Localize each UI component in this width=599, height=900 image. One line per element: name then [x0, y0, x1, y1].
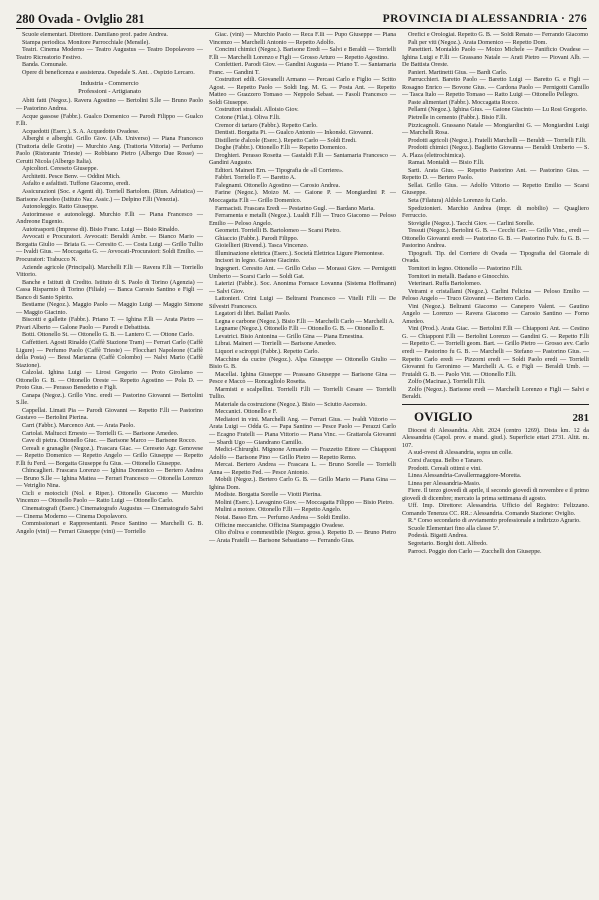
directory-entry: Ferramenta e metalli (Negoz.). Lualdi F.lli — Truco Giacomo — Peloso Emilio — Peloso Angelo. [209, 213, 396, 227]
directory-entry: Paste alimentari (Fabbr.). Moccagatta Rocco. [408, 99, 520, 106]
directory-entry: Prodotti agricoli (Negoz.). Fratelli Marchelli — Beraldi — Torrielli F.lli. [408, 137, 587, 144]
directory-entry: Prodotti chimici (Negoz.). Baglietto Giovanna — Beraldi Umberto — S. A. Plaza (elettrochimica). [402, 145, 589, 159]
directory-entry: Vini (Negoz.). Beltrami Giacomo — Canepero Valent. — Gautino Angelo — Lorenzo — Ravera Giacomo — Carosio Santino — Forno Amedeo. [402, 303, 589, 325]
directory-entry: Carri (Fabbr.). Marcenco Ant. — Arata Paolo. [22, 422, 135, 429]
directory-entry: Olio d'oliva e commestibile (Negoz. gross.). Repetto D. — Bruno Pietro — Arata Fratelli — Barisone Sebastiano — Ferrando Gius. [209, 530, 396, 544]
directory-entry: Liquori e sciroppi (Fabbr.). Repetto Carlo. [215, 348, 320, 355]
directory-entry: Commissionari e Rappresentanti. Pesce Santino — Marchelli G. B. Angelo (vini) — Ferrari Giuseppe (vini) — Torriello [16, 521, 203, 535]
directory-entry: Panettieri. Montaldo Paolo — Moizo Michele — Panificio Ovadese — Ighina Luigi e F.lli — Grassano Natale — Arati Pietro — Piovani Alb. — De Battista Oreste. [402, 47, 589, 69]
directory-entry: Legatori di libri. Ballati Paolo. [215, 311, 291, 318]
directory-entry: Giac. (vini) — Murchio Paolo — Reca F.lli — Pupo Giuseppe — Piana Vincenzo — Marchelli Antonio — Repetto Adolfo. [209, 32, 396, 46]
directory-entry: Confettieri. Parodi Giov. — Gandini Augusta — Priano T. — Santamaria Franc. — Gandini T. [209, 62, 396, 76]
text-columns [16, 32, 589, 896]
directory-entry: Lattonieri. Crini Luigi — Beltrami Francesco — Vitelli F.lli — De Silvestri Francesco. [209, 296, 396, 310]
directory-entry: Ghiaccio (Fabbr.). Parodi Filippo. [215, 235, 299, 242]
directory-entry: Tornitori in metalli. Badano e Ginocchio. [408, 273, 510, 280]
directory-entry: Droghieri. Perasso Rosetta — Gastaldi F.lli — Santamaria Francesco — Gandini Augusto. [209, 152, 396, 167]
directory-entry: Incisori in legno. Gaione Giacinto. [215, 258, 301, 265]
directory-entry: Costruttori edili. Giovanelli Armano — Percasi Carlo e Figlio — Scitto Agost. — Repetto Paolo — Soldi Ing. M. G. — Posta Ant. — Repetto Matteo — Guazzero Tomaso — Neppolo Sebast. — Fasoli Francesco — Soldi Giuseppe. [209, 77, 396, 106]
directory-entry: Modiste. Borgatta Sorelle — Viotti Pierina. [215, 492, 322, 499]
directory-entry: Cremor di tartaro (Fabbr.). Repetto Carlo. [215, 122, 318, 129]
column-2 [209, 32, 396, 896]
town-name: OVIGLIO [414, 408, 473, 424]
directory-entry: Materiale da costruzione (Negoz.). Bisio — Sciutto Ascensio. [215, 401, 367, 408]
directory-entry: Zolfo (Negoz.). Barisone eredi — Marchelli Lorenzo e Figli — Salvi e Beraldi. [402, 386, 589, 401]
directory-entry: Cicli e motocicli (Nol. e Riper.). Ottonello Giacomo — Murchio Vincenzo — Ottonello Paolo — Ratto Luigi — Ottonello Carlo. [16, 490, 203, 505]
directory-entry: Concimi chimici (Negoz.). Barisone Eredi — Salvi e Beraldi — Torrielli F.lli — Marchelli Lorenzo e Figli — Grosso Arturo — Repetto Agostino. [209, 47, 396, 61]
directory-entry: Cereali e granaglie (Negoz.). Frascara Giac. — Cereseto Agr. Genovese — Repetto Domenico — Repetto Angelo — Grillo Giuseppe — Repetto F.lli fu Ferd. — Borgatta Giuseppe fu Gius. — Ottonello Giuseppe. [16, 445, 203, 467]
directory-entry: Distillerie d'alcole (Eserc.). Repetto Carlo — Soldi Eredi. [215, 137, 357, 144]
directory-entry: Ramai. Montaldi — Bisio F.lli. [408, 160, 485, 167]
directory-entry: Tessuti (Negoz.). Bertolini G. B. — Cecchi Ger. — Grillo Vinc., eredi — Ottonello Giovanni eredi — Pastorino G. B. — Pastorino Fulv. fu G. B. — Pastorino Andrea. [402, 228, 589, 250]
directory-entry: Meccanici. Ottonello e F. [215, 409, 278, 416]
directory-entry: Levatrici. Bisio Antonina — Grillo Gina — Piana Ernestina. [215, 333, 364, 340]
directory-entry: Scuole Elementari fino alla classe 5ª. [408, 525, 500, 532]
directory-entry: Caffettieri. Agosti Rinaldo (Caffè Stazione Tram) — Ferrari Carlo (Caffè Ligure) — Perfumo Paolo (Caffè Trieste) — Flocchari Napoleone (Caffè della Posta) — Bessi Marianna (Caffè Colombo) — Nalvi Mario (Caffè Stazione). [16, 339, 203, 369]
directory-entry: Legna e carbone (Negoz.). Bisio F.lli — Marchelli Carlo — Marchelli A. [215, 318, 395, 325]
directory-entry: Sellai. Grillo Gius. — Adolfo Vittorio — Repetto Emilio — Scarsi Giuseppe. [402, 182, 589, 197]
page-header [16, 10, 587, 29]
directory-entry: Veterinari. Ruffa Bartolomeo. [408, 281, 482, 288]
directory-entry: Apicoltori. Cereseto Giuseppe. [22, 166, 99, 173]
directory-entry: Fabbri. Torriello F. — Baretto A. [215, 175, 296, 182]
directory-entry: Architetti. Pesce Benv. — Oddini Mich. [22, 173, 121, 180]
directory-entry: Stampa periodica. Monitore Parrocchiale (Mensile). [22, 39, 150, 46]
directory-entry: Officine meccaniche. Officina Stampaggio Ovadese. [215, 522, 345, 529]
directory-entry: Doghe (Fabbr.). Ottonello F.lli — Repetto Domenico. [215, 145, 347, 152]
directory-entry: Mulini a motore. Ottonello F.lli — Repetto Angelo. [215, 507, 342, 514]
directory-entry: Autotrasporti (Imprese di). Bisio Franc. Luigi — Bisio Rinaldo. [22, 226, 180, 233]
directory-entry: Molini (Eserc.). Lavagnino Giov. — Moccagatta Filippo — Bisio Pietro. [215, 499, 394, 506]
directory-entry: Geometri. Torrielli B. Bartolomeo — Scarsi Pietro. [215, 228, 341, 235]
directory-entry: Vini (Prod.). Arata Giac. — Bertolini F.lli — Chiapponi Ant. — Cestino G. — Chiapponi F.lli — Bertolini Lorenzo — Gandini G. — Repetto F.lli — Repetto C. — Torrielli geom. Bart. — Grillo Pietro — Grosso avv. Carlo eredi — Pastorino fu G. B. — Marchelli — Stefano — Pastorino Gius. — Repetto Carlo eredi — Pizzorni eredi — Soldi Paolo eredi — Torrielli Giovanni fu Geronimo — Marchelli A. G. e Figli — Beraldi Umb. — Frutaldi G. B. — Paolo Vitt. — Ottonello F.lli. [402, 326, 589, 378]
directory-entry: Aziende agricole (Principali). Marchelli F.lli — Ravera F.lli — Torriello Vittorio. [16, 264, 203, 279]
directory-entry: Zolfo (Macinaz.). Torrielli F.lli. [408, 379, 486, 386]
directory-entry: Laterizi (Fabbr.). Soc. Anonima Fornace Lovanna (Sistema Hoffmann) — Salvi Giov. [209, 281, 396, 295]
directory-entry: Legname (Negoz.). Ottonello F.lli — Ottonello G. B. — Ottonello E. [215, 326, 385, 333]
directory-entry: Pellami (Negoz.). Ighina Gius. — Gaione Giacinto — Lu Rosi Gregorio. [408, 107, 588, 114]
directory-entry: Librai. Maineri — Torrielli — Barisone Amedeo. [215, 341, 337, 348]
directory-entry: Alberghi e alberghi. Grillo Giov. (Alb. Universo) — Piana Francesco (Trattoria delle Grotte) — Murchio Ang. (Trattoria Vittoria) — Perfumo Paolo (Ristorante Trieste) — Robbiano Pietro (Albergo Due Rosse) — Cerutti Nicola (Albergo Italia). [16, 136, 203, 165]
directory-entry: Calzolai. Ighina Luigi — Lirosi Gregorio — Proto Girolamo — Ottonello G. B. — Ottonello Oreste — Repetto Agostino — Pola D. — Proto Gius. — Perasso Benedetto e Figli. [16, 370, 203, 392]
directory-entry: Orefici e Orologiai. Repetto G. B. — Soldi Renato — Ferrando Giacomo [408, 32, 589, 38]
directory-entry: Cave di pietra. Ottonello Giuc. — Barisone Marco — Barisone Rocco. [22, 438, 197, 445]
town-heading [402, 404, 589, 426]
directory-entry: Mobili (Negoz.). Bertero Carlo G. B. — Grillo Mario — Piana Gina — Ighina Dom. [209, 477, 396, 491]
directory-entry: Diocesi di Alessandria. Abit. 2024 (centro 1269). Dista km. 12 da Alessandria (Capol. prov. e mand. giud.). Superficie ettari 2731. Altit. m. 107. [402, 427, 589, 449]
directory-entry: Macchine da cucire (Negoz.). Alpa Giuseppe — Ottonello Giulio — Bisio G. B. [209, 356, 396, 371]
directory-entry: R.° Corso secondario di avviamento professionale a indirizzo Agrario. [408, 518, 581, 525]
directory-entry: Chincaglieri. Frascara Lorenzo — Ighina Domenico — Bertero Andrea — Bruno S.lle — Ighina Mattea — Ferrari Francesco — Ottonella Lorenzo — Vetriglio Nina. [16, 468, 203, 490]
directory-entry: Seta (Filatura) Aldolo Lorenzo fu Carlo. [408, 198, 507, 205]
town-number: 281 [572, 411, 589, 424]
directory-entry: Vetrami e cristallami (Negoz.). Carlini Felicina — Peloso Emilio — Peloso Angelo — Truco Giovanni — Bertero Carlo. [402, 288, 589, 303]
directory-entry: Spedizionieri. Marchio Andrea (impr. di mobilio) — Quagliero Ferruccio. [402, 205, 589, 220]
directory-entry: Cinematografi (Eserc.) Cinematografo Augustus — Cinematografo Salvi — Cinema Moderno — Cinema Dopolavoro. [16, 506, 203, 520]
directory-entry: Mediatori in vini. Marchelli Ang. — Ferrari Gius. — Ivaldi Vittorio — Arata Luigi — Odda G. — Papa Santino — Pesce Paolo — Perazzi Carlo — Ecagno Fratelli — Piana Vittorio — Piana Vinc. — Grattarola Giovanni — Sbardi Ugo — Giandrano Camillo. [209, 416, 396, 446]
directory-entry: Pizzicagnoli. Grassano Natale — Mongiardini G. — Mongiardini Luigi — Marchelli Rosa. [402, 122, 589, 137]
directory-entry: Acque gassose (Fabbr.). Gualco Domenico — Parodi Filippo — Gualco F.lli. [16, 113, 203, 128]
directory-entry: Fiere. Il terzo giovedì di aprile, il secondo giovedì di novembre e il primo giovedì di dicembre; mercato la prima settimana di agosto. [402, 488, 589, 502]
directory-entry: Notai. Basso Ern. — Perfumo Andrea — Soldi Emilio. [215, 515, 350, 521]
directory-entry: Medici-Chirurghi. Mignone Armando — Frazzetto Ettore — Chiapponi Adolfo — Barisone Pino — Grillo Pietro — Repetto Remo. [209, 447, 396, 461]
directory-entry: Ingegneri. Ceresito Ant. — Grillo Celso — Morassi Giov. — Pernigotti Umberto — Scarsi Carlo — Soldi Gat. [209, 265, 396, 280]
directory-entry: Prodotti. Cereali ottimi e vini. [408, 465, 482, 472]
directory-entry: Canapa (Negoz.). Grillo Vinc. eredi — Pastorino Giovanni — Bertolini S.lle. [16, 392, 203, 407]
directory-entry: Falegnami. Ottonello Agostino — Carosio Andrea. [215, 182, 341, 189]
directory-entry: Stovigile (Negoz.). Tacchi Giov. — Carlini Sorelle. [408, 220, 535, 227]
directory-entry: Corsi d'acqua. Belbo e Tanaro. [408, 457, 484, 464]
section-title: Industria - Commercio Professioni - Artigianato [78, 80, 141, 95]
directory-entry: Asfalto e asfaltisti. Tuffone Giacomo, eredi. [22, 181, 131, 188]
directory-entry: Illuminazione elettrica (Eserc.). Società Elettrica Ligure Piemontese. [215, 250, 384, 257]
directory-entry: Biscotti e gallette (Fabbr.). Priano T. — Ighina F.lli — Arata Pietro — Pivari Alberto — Galone Paolo — Parodi e Debattista. [16, 317, 203, 331]
directory-entry: Farine (Negoz.). Moizo M. — Gaione P. — Mongiardini P. — Moccagatta F.lli — Grillo Domenico. [209, 190, 396, 205]
directory-entry: Abiti fatti (Negoz.). Ravera Agostino — Bertolini S.lle — Bruno Paolo — Pastorino Andrea. [16, 98, 203, 113]
directory-entry: Pietrelle in cemento (Fabbr.). Bisio F.lli. [408, 115, 507, 122]
directory-entry: Autonoleggio. Ratto Giuseppe. [22, 204, 99, 211]
directory-entry: Cartolai. Maltucci Ernesto — Torrielli G. — Barisone Amedeo. [22, 430, 179, 437]
directory-entry: Farmacisti. Frascara Eredi — Pestarino Gugl. — Bardano Maria. [215, 205, 375, 212]
directory-entry: Linea Alessandria-Cavallermaggiore-Moretta. [408, 473, 522, 480]
directory-entry: Pali per viti (Negoz.). Arata Domenico — Repetto Dom. [408, 39, 547, 46]
directory-entry: Parroci. Poggio don Carlo — Zucchelli don Giuseppe. [408, 548, 542, 555]
column-1 [16, 32, 203, 896]
directory-entry: Botti. Ottonello St. — Ottonello G. B. — Lantero C. — Ottone Carlo. [22, 332, 194, 339]
directory-entry: Linea per Alessandria-Masio. [408, 480, 481, 487]
directory-entry: Costruttori stradali. Alloisio Giov. [215, 107, 299, 114]
directory-entry: Gioiellieri (Rivend.). Tasca Vincenzo. [215, 243, 309, 250]
directory-entry: Tornitori in legno. Ottonello — Pastorino F.lli. [408, 265, 523, 272]
directory-entry: Assicurazioni (Soc. e Agenti di). Torriell Bartolom. (Riun. Adriatica) — Barisone Amedeo (Istituto Naz. Assic.) — Delpino F.lli (Venezia). [16, 189, 203, 203]
directory-entry: Mercai. Bertero Andrea — Frascara L. — Bruno Sorelle — Torrielli Anna — Repetto Fed. — Pesce Antonio. [209, 462, 396, 476]
column-3 [402, 32, 589, 896]
directory-entry: Avvocati e Procuratori. Avvocati: Beraldi Ambr. — Bianco Mario — Borgatta Giulio — Briata G. — Ceresito C. — Costa Luigi — Grillo Tullio — Ivaldi Gius. — Moccagatta G. — Avvocati-Procuratori: Soldi Emilio. — Procuratori: Trabucco N. [16, 234, 203, 263]
directory-entry: Scuole elementari. Direttore. Damilano prof. padre Andrea. [22, 32, 168, 38]
directory-entry: Banche e Istituti di Credito. Istituto di S. Paolo di Torino (Agenzia) — Cassa Risparmio di Torino (Filiale) — Banca Carosio Santino e Figli — Banco di Santo Spirito. [16, 279, 203, 301]
directory-entry: Acquedotti (Eserc.). S. A. Acquedotto Ovadese. [22, 128, 140, 135]
header-left: 280 Ovada - Ovlglio 281 [16, 11, 145, 26]
directory-entry: Bestiame (Negoz.). Maggio Paolo — Maggio Luigi — Maggio Simone — Maggio Giacinto. [16, 302, 203, 316]
directory-entry: Banda. Comunale. [22, 62, 68, 69]
header-right: PROVINCIA DI ALESSANDRIA · 276 [382, 13, 587, 25]
directory-entry: Panieri. Martinetti Gius. — Bardi Carlo. [408, 69, 508, 76]
directory-entry: Uff. Imp. Direttore: Alessandria. Ufficio del Registro: Felizzano. Comando Tenenza CC. RR.: Alessandria. Comando Stazione: Oviglio. [402, 503, 589, 517]
directory-entry: Cotone (Filat.). Oliva F.lli. [215, 115, 281, 122]
directory-entry: Dentisti. Borgatta Pi. — Gualco Antonio — Inkonski. Giovanni. [215, 130, 374, 137]
directory-entry: Segretario. Borghi dott. Alfredo. [408, 541, 488, 547]
directory-entry: Parrucchieri. Baretto Paolo — Baretto Luigi — Baretto G. e Figli — Rosagno Enrico — Bovone Gius. — Cardona Paolo — Pernigotti Camillo — Tasca Italo — Repetto Tomaso — Ratto Luigi — Ottonello Pellegro. [402, 77, 589, 99]
directory-entry: Autorimesse e autonoleggi. Murchio F.lli — Piana Francesco — Andreone Eugenio. [16, 211, 203, 226]
directory-entry: Opere di beneficenza e assistenza. Ospedale S. Ant. . Ospizio Lercaro. [22, 69, 195, 76]
directory-entry: Teatri. Cinema Moderno — Teatro Augustus — Teatro Dopolavoro — Teatro Ricreatorio Festivo. [16, 47, 203, 61]
directory-entry: Cappellai. Limati Pia — Parodi Giovanni — Repetto F.lli — Pastorino Gustavo — Bertolini Pierina. [16, 407, 203, 422]
directory-entry: Sarti. Arata Gius. — Repetto Pastorino Ant. — Pastorino Gius. — Repetto D. — Bertero Paolo. [402, 167, 589, 182]
directory-entry: Marmisti e scalpellini. Torrielli F.lli — Torrielli Cesare — Torrielli Tullio. [209, 386, 396, 401]
directory-entry: Macellai. Ighina Giuseppe — Prassano Giuseppe — Barisone Gina — Pesce e Maccò — Roncagliolo Rosetta. [209, 371, 396, 386]
directory-entry: Tipografi. Tip. del Corriere di Ovada — Tipografia del Giornale di Ovada. [402, 250, 589, 265]
directory-entry: A sud-ovest di Alessandria, sopra un colle. [408, 450, 513, 457]
directory-entry: Editori. Maineri Ern. — Tipografia de «Il Corriere». [215, 167, 344, 174]
directory-entry: Podestà. Bigatti Andrea. [408, 533, 468, 540]
